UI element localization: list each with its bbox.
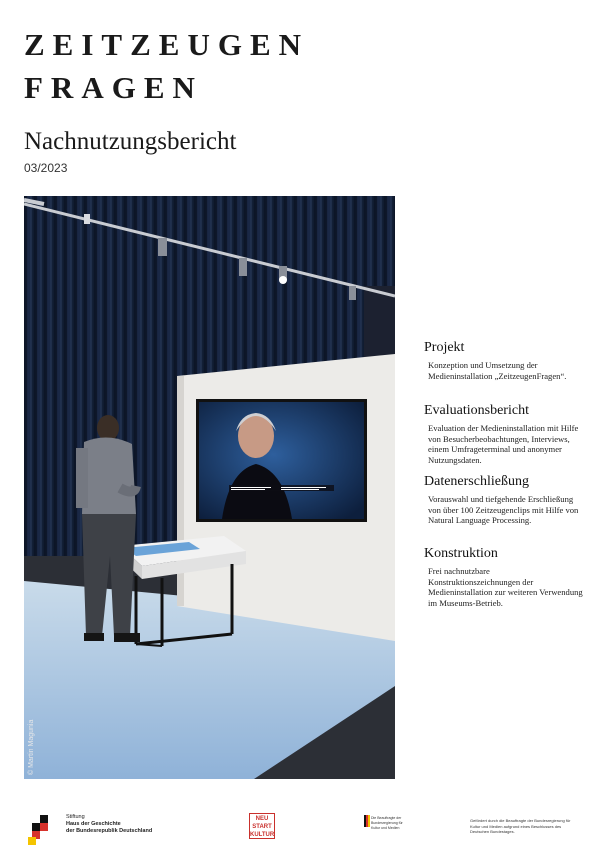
footer-logos — [0, 805, 597, 855]
cover-photo — [24, 196, 395, 779]
section-text: Evaluation der Medieninstallation mit Hilfe von Besucherbeobachtungen, Interviews, einem Umfrageterminal und anonymer Nutzungsdaten. — [428, 423, 579, 465]
section-datenerschliessung — [424, 474, 584, 526]
section-heading: Konstruktion — [424, 546, 498, 561]
report-date: 03/2023 — [24, 161, 68, 175]
section-evaluationsbericht — [424, 403, 584, 465]
title-line-1: ZEITZEUGEN — [24, 27, 310, 62]
section-text: Vorauswahl und tiefgehende Erschließung von über 100 Zeitzeugenclips mit Hilfe von Natural Language Processing. — [428, 494, 579, 525]
bkm-text: Die Beauftragte der Bundesregierung für Kultur und Medien — [371, 816, 403, 830]
federal-eagle-icon — [364, 815, 370, 827]
title-line-2: FRAGEN — [24, 70, 203, 105]
hdg-logo-icon — [28, 815, 58, 845]
page-subtitle: Nachnutzungsbericht — [24, 128, 237, 155]
section-text: Konzeption und Umsetzung der Medieninstallation „ZeitzeugenFragen“. — [428, 360, 567, 381]
neustart-kultur-logo: NEU START KULTUR — [249, 813, 275, 839]
section-text: Frei nachnutzbare Konstruktionszeichnungen der Medieninstallation zur weiteren Verwendung im Museums-Betrieb. — [428, 566, 583, 608]
section-heading: Evaluationsbericht — [424, 403, 529, 418]
funding-note: Gefördert durch die Beauftragte der Bundesregierung für Kultur und Medien aufgrund eines Beschlusses des Deutschen Bundestages. — [470, 818, 571, 834]
section-heading: Datenerschließung — [424, 474, 529, 489]
section-heading: Projekt — [424, 340, 465, 355]
section-projekt — [424, 340, 584, 381]
stiftung-text: Stiftung Haus der Geschichte der Bundesrepublik Deutschland — [66, 814, 153, 834]
photo-credit: © Martin Magunia — [28, 719, 35, 775]
section-konstruktion — [424, 546, 584, 608]
